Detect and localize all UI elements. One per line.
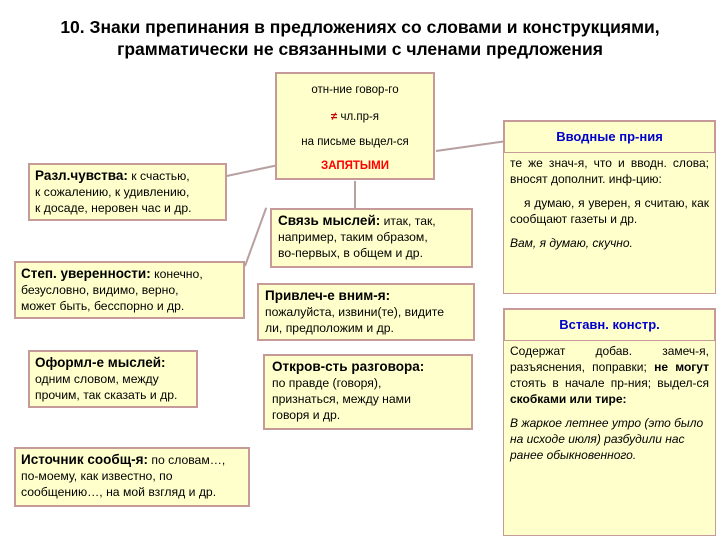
intro-sentences-body [503,152,716,294]
certainty-head: Степ. уверенности: [21,266,151,281]
frank-head: Откров-сть разговора: [272,359,425,374]
order-text-2: прочим, так сказать и др. [35,388,178,402]
connector-intro [436,141,504,152]
title-line-2: грамматически не связанными с членами предложения [117,39,603,59]
connector-feelings [222,164,277,178]
title-line-1: 10. Знаки препинания в предложениях со словами и конструкциями, [60,17,660,37]
connector-certainty [244,207,267,266]
frank-text-3: говоря и др. [272,408,341,422]
feelings-head: Разл.чувства: [35,168,128,183]
source-text-3: сообщению…, на мой взгляд и др. [21,485,217,499]
insert-constructions-body [503,340,716,536]
box-certainty [14,261,245,319]
box-attention [257,283,475,341]
order-head: Оформл-е мыслей: [35,355,166,370]
box-source [14,447,250,507]
source-text-1: по словам…, [147,453,226,467]
attention-text-1: пожалуйста, извини(те), видите [265,305,445,319]
center-line-2 [277,109,433,125]
feelings-text-1: к счастью, [127,169,190,183]
order-text-1: одним словом, между [35,372,159,386]
link-text-3: во-первых, в общем и др. [278,246,423,260]
frank-text-1: по правде (говоря), [272,376,382,390]
intro-example: Вам, я думаю, скучно. [510,236,633,250]
intro-p1: те же знач-я, что и вводн. слова; вносят дополнит. инф-цию: [510,156,709,186]
source-head: Источник сообщ-я: [21,452,148,467]
insert-p1 [510,343,709,407]
insert-p1b: не могут [654,360,710,374]
insert-example: В жаркое летнее утро (это было на исходе июля) разбудили нас ранее обыкновенного. [510,416,704,462]
frank-text-2: признаться, между нами [272,392,411,406]
attention-head: Привлеч-е вним-я: [265,288,391,303]
intro-p2: я думаю, я уверен, я считаю, как сообщают газеты и др. [510,196,709,226]
feelings-text-2: к сожалению, к удивлению, [35,185,190,199]
insert-p1a: Содержат добав. замеч-я, разъяснения, поправки; [510,344,709,374]
feelings-text-3: к досаде, неровен час и др. [35,201,192,215]
center-rule-box [275,72,435,180]
certainty-text-3: может быть, бесспорно и др. [21,299,185,313]
box-link [270,208,473,268]
intro-sentences-header: Вводные пр-ния [503,120,716,154]
box-frank [263,354,473,430]
link-text-2: например, таким образом, [278,230,428,244]
link-head: Связь мыслей: [278,213,381,228]
attention-text-2: ли, предположим и др. [265,321,394,335]
certainty-text-2: безусловно, видимо, верно, [21,283,179,297]
source-text-2: по-моему, как известно, по [21,469,173,483]
certainty-text-1: конечно, [150,267,203,281]
center-line-4: ЗАПЯТЫМИ [320,160,390,172]
insert-constructions-header: Вставн. констр. [503,308,716,342]
center-line-3: на письме выдел-ся [301,136,409,148]
center-line-1: отн-ние говор-го [311,84,399,96]
insert-p1c: стоять в начале пр-ния; выдел-ся [510,376,709,390]
insert-p1d: скобками или тире: [510,392,627,406]
page-title [0,16,720,60]
center-line-2-text: чл.пр-я [337,111,380,123]
box-order [28,350,198,408]
link-text-1: итак, так, [380,214,436,228]
not-equal-mark: ≠ [330,111,338,123]
connector-link [354,181,356,209]
box-feelings [28,163,227,221]
